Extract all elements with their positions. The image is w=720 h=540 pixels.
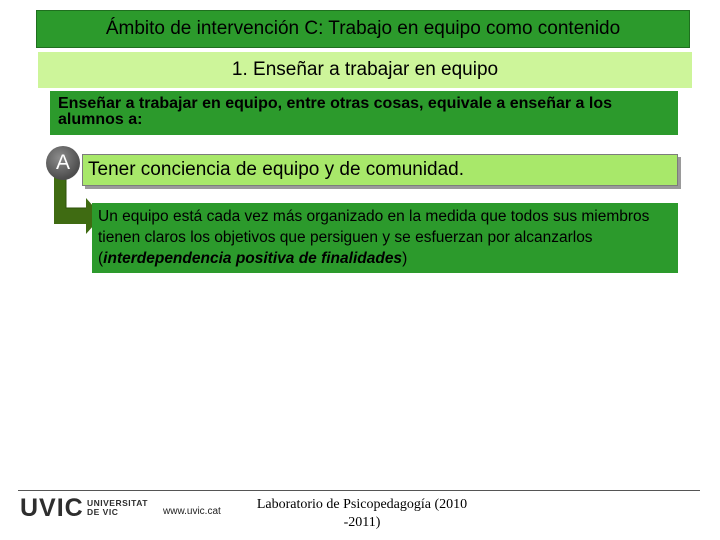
detail-emphasis: interdependencia positiva de finalidades [103, 250, 403, 267]
point-a-text: Tener conciencia de equipo y de comunidad. [88, 159, 465, 180]
footer-divider [18, 490, 700, 491]
slide-title: Ámbito de intervención C: Trabajo en equipo como contenido [36, 10, 690, 48]
detail-text-end: ) [402, 250, 408, 267]
website-url: www.uvic.cat [163, 506, 221, 517]
detail-text-box [92, 203, 678, 273]
detail-text: Un equipo está cada vez más organizado en la medida que todos sus miembros tienen claros los objetivos que persiguen y se esfuerzan por alcanzarlos ( [98, 208, 650, 267]
uvic-logo: UVIC [20, 494, 84, 522]
section-subtitle: 1. Enseñar a trabajar en equipo [38, 52, 692, 88]
point-a-box [82, 154, 678, 186]
point-a-badge: A [46, 146, 80, 180]
intro-text: Enseñar a trabajar en equipo, entre otras cosas, equivale a enseñar a los alumnos a: [50, 91, 678, 135]
uvic-logo-subtext: UNIVERSITAT DE VIC [87, 498, 148, 517]
lab-credit: Laboratorio de Psicopedagogía (2010 -2011) [256, 497, 468, 530]
